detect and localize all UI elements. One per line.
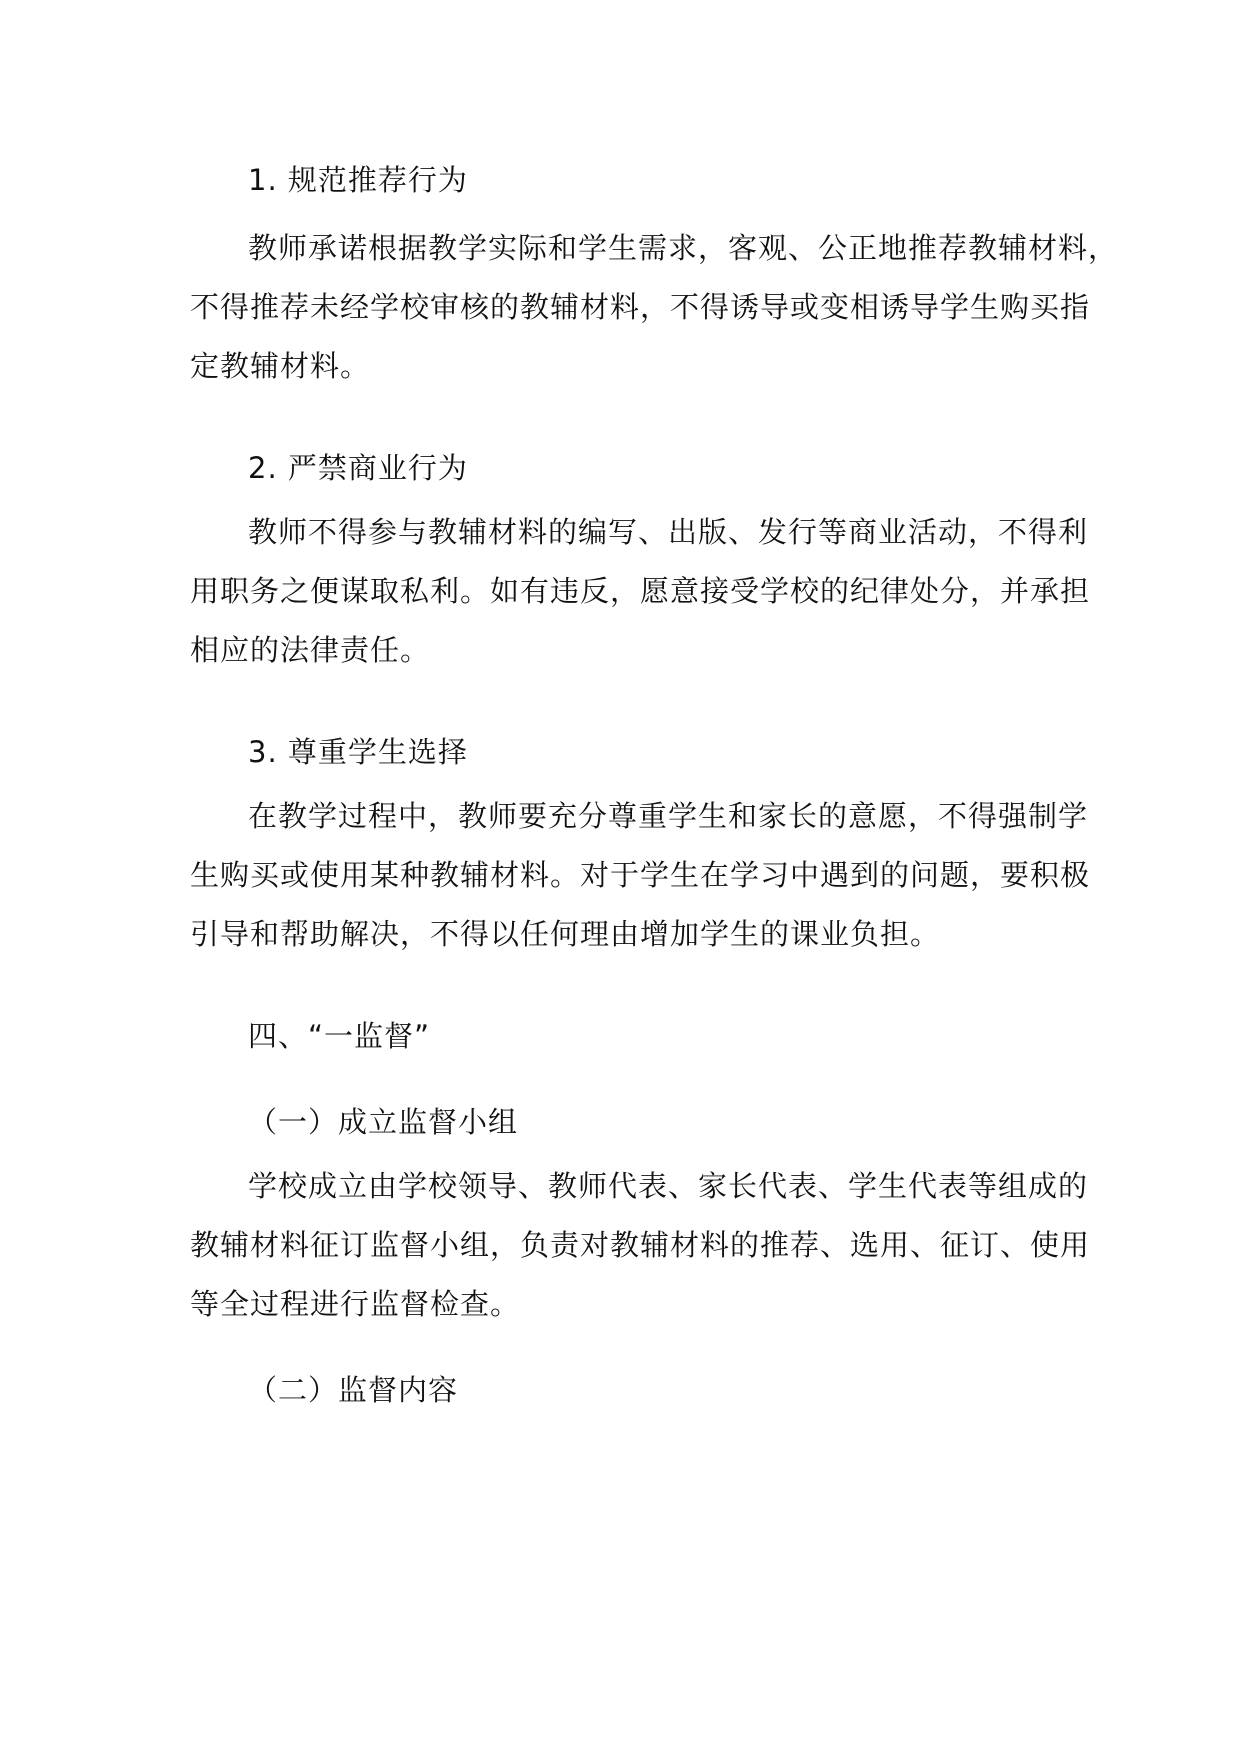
paragraph-2-line-1: 教师不得参与教辅材料的编写、出版、发行等商业活动，不得利 (248, 515, 1089, 549)
paragraph-2-line-2: 用职务之便谋取私利。如有违反，愿意接受学校的纪律处分，并承担 (190, 574, 1091, 608)
section-heading-2: 2. 严禁商业行为 (248, 451, 468, 485)
section-heading-3: 3. 尊重学生选择 (248, 735, 468, 769)
paragraph-2-line-3: 相应的法律责任。 (190, 633, 431, 667)
paragraph-4-line-1: 学校成立由学校领导、教师代表、家长代表、学生代表等组成的 (248, 1169, 1089, 1203)
section-heading-1: 1. 规范推荐行为 (248, 163, 468, 197)
paragraph-1-line-3: 定教辅材料。 (190, 349, 371, 383)
subsection-heading-1: （一）成立监督小组 (248, 1105, 519, 1139)
paragraph-3-line-2: 生购买或使用某种教辅材料。对于学生在学习中遇到的问题，要积极 (190, 858, 1091, 892)
paragraph-1-line-2: 不得推荐未经学校审核的教辅材料，不得诱导或变相诱导学生购买指 (190, 290, 1091, 324)
paragraph-4-line-2: 教辅材料征订监督小组，负责对教辅材料的推荐、选用、征订、使用 (190, 1228, 1091, 1262)
paragraph-4-line-3: 等全过程进行监督检查。 (190, 1287, 521, 1321)
paragraph-3-line-3: 引导和帮助解决，不得以任何理由增加学生的课业负担。 (190, 917, 941, 951)
paragraph-3-line-1: 在教学过程中，教师要充分尊重学生和家长的意愿，不得强制学 (248, 799, 1089, 833)
section-heading-4: 四、“一监督” (248, 1019, 431, 1053)
subsection-heading-2: （二）监督内容 (248, 1373, 459, 1407)
paragraph-1-line-1: 教师承诺根据教学实际和学生需求，客观、公正地推荐教辅材料， (248, 231, 1119, 265)
